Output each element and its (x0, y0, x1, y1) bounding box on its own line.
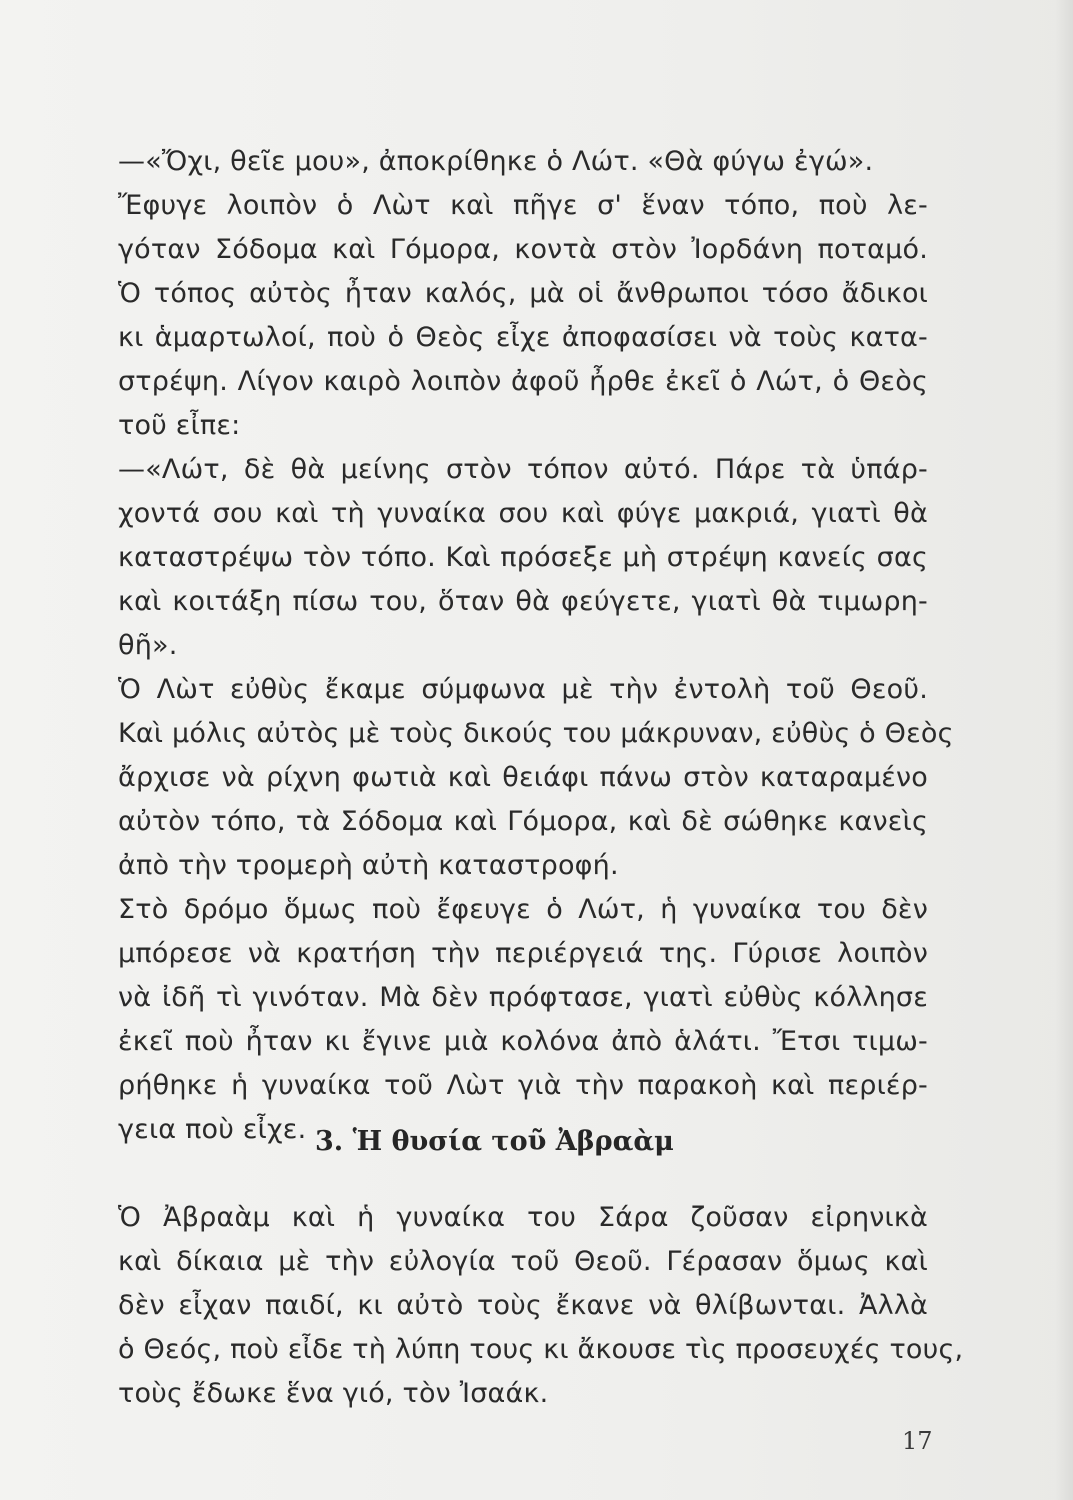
text-line: χοντά σου καὶ τὴ γυναίκα σου καὶ φύγε μακριά, γιατὶ θὰ (118, 498, 928, 529)
text-line: Ἔφυγε λοιπὸν ὁ Λὼτ καὶ πῆγε σ' ἕναν τόπο, ποὺ λε- (118, 190, 928, 221)
text-line: ρήθηκε ἡ γυναίκα τοῦ Λὼτ γιὰ τὴν παρακοὴ καὶ περιέρ- (118, 1070, 928, 1101)
page-number: 17 (902, 1427, 933, 1455)
text-line: Καὶ μόλις αὐτὸς μὲ τοὺς δικούς του μάκρυναν, εὐθὺς ὁ Θεὸς (118, 718, 954, 749)
text-line: Ὁ τόπος αὐτὸς ἦταν καλός, μὰ οἱ ἄνθρωποι τόσο ἄδικοι (118, 278, 928, 309)
text-line: καὶ κοιτάξη πίσω του, ὅταν θὰ φεύγετε, γιατὶ θὰ τιμωρη- (118, 586, 928, 617)
text-line: γεια ποὺ εἶχε. (118, 1114, 307, 1145)
text-line: θῆ». (118, 630, 178, 661)
text-line: —«Λώτ, δὲ θὰ μείνης στὸν τόπον αὐτό. Πάρε τὰ ὑπάρ- (118, 454, 928, 485)
text-line: γόταν Σόδομα καὶ Γόμορα, κοντὰ στὸν Ἰορδάνη ποταμό. (118, 234, 928, 265)
text-line: ἀπὸ τὴν τρομερὴ αὐτὴ καταστροφή. (118, 850, 619, 881)
text-line: μπόρεσε νὰ κρατήση τὴν περιέργειά της. Γύρισε λοιπὸν (118, 938, 928, 969)
text-line: Στὸ δρόμο ὅμως ποὺ ἔφευγε ὁ Λώτ, ἡ γυναίκα του δὲν (118, 894, 928, 925)
text-line: τοῦ εἶπε: (118, 410, 241, 441)
text-line: ὁ Θεός, ποὺ εἶδε τὴ λύπη τους κι ἄκουσε τὶς προσευχές τους, (118, 1334, 964, 1365)
text-line: —«Ὄχι, θεῖε μου», ἀποκρίθηκε ὁ Λώτ. «Θὰ φύγω ἐγώ». (118, 146, 874, 177)
text-line: δὲν εἶχαν παιδί, κι αὐτὸ τοὺς ἔκανε νὰ θλίβωνται. Ἀλλὰ (118, 1290, 928, 1321)
text-line: τοὺς ἔδωκε ἕνα γιό, τὸν Ἰσαάκ. (118, 1378, 549, 1409)
text-line: αὐτὸν τόπο, τὰ Σόδομα καὶ Γόμορα, καὶ δὲ σώθηκε κανεὶς (118, 806, 928, 837)
text-line: κι ἁμαρτωλοί, ποὺ ὁ Θεὸς εἶχε ἀποφασίσει νὰ τοὺς κατα- (118, 322, 928, 353)
text-line: Ὁ Ἀβραὰμ καὶ ἡ γυναίκα του Σάρα ζοῦσαν εἰρηνικὰ (118, 1202, 928, 1233)
page-edge-shadow (1055, 0, 1073, 1500)
text-line: Ὁ Λὼτ εὐθὺς ἔκαμε σύμφωνα μὲ τὴν ἐντολὴ τοῦ Θεοῦ. (118, 674, 928, 705)
text-line: καὶ δίκαια μὲ τὴν εὐλογία τοῦ Θεοῦ. Γέρασαν ὅμως καὶ (118, 1246, 928, 1277)
text-line: ἄρχισε νὰ ρίχνη φωτιὰ καὶ θειάφι πάνω στὸν καταραμένο (118, 762, 928, 793)
text-line: στρέψη. Λίγον καιρὸ λοιπὸν ἀφοῦ ἦρθε ἐκεῖ ὁ Λώτ, ὁ Θεὸς (118, 366, 928, 397)
text-line: νὰ ἰδῆ τὶ γινόταν. Μὰ δὲν πρόφτασε, γιατὶ εὐθὺς κόλλησε (118, 982, 928, 1013)
text-line: ἐκεῖ ποὺ ἦταν κι ἔγινε μιὰ κολόνα ἀπὸ ἁλάτι. Ἔτσι τιμω- (118, 1026, 928, 1057)
text-line: καταστρέψω τὸν τόπο. Καὶ πρόσεξε μὴ στρέψη κανείς σας (118, 542, 928, 573)
section-heading: 3. Ἡ θυσία τοῦ Ἀβραὰμ (315, 1126, 674, 1157)
